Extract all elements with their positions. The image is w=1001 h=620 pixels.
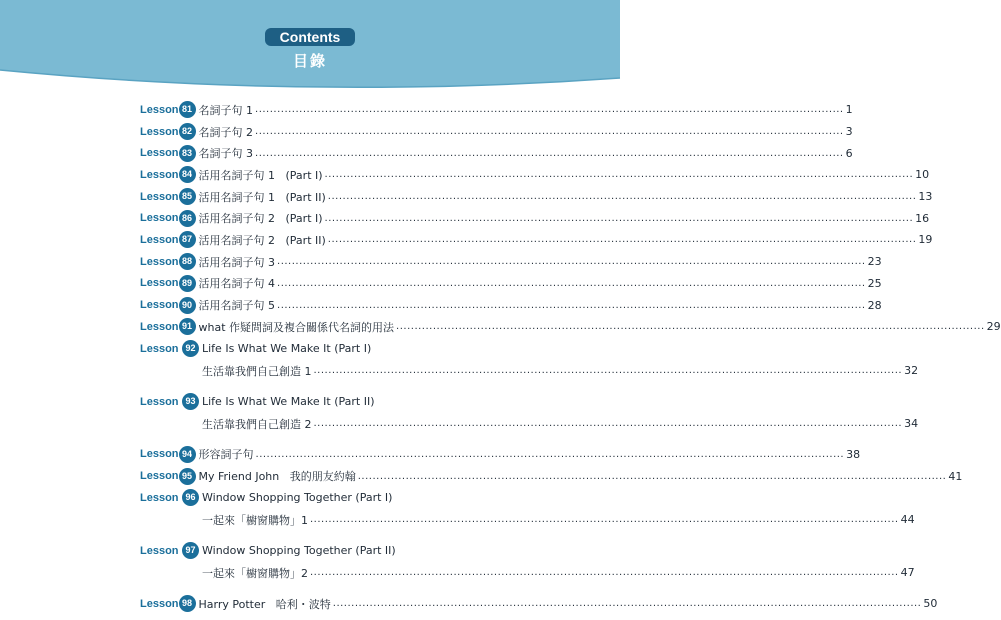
dot-leader: ................................................................................................................................................................ xyxy=(327,191,917,203)
toc-row[interactable] xyxy=(140,294,882,316)
toc-row[interactable] xyxy=(140,164,930,186)
page-number[interactable]: 50 xyxy=(923,597,938,611)
toc-entry[interactable] xyxy=(140,465,963,487)
dot-leader: ................................................................................................................................................................ xyxy=(277,256,866,268)
toc-entry[interactable] xyxy=(140,186,933,208)
lesson-label: Lesson xyxy=(140,320,179,333)
lesson-number-badge: 95 xyxy=(179,468,196,485)
lesson-number-badge: 89 xyxy=(179,275,196,292)
page-number[interactable]: 34 xyxy=(904,417,919,431)
lesson-title[interactable]: Life Is What We Make It (Part II) xyxy=(202,395,375,409)
dot-leader: ................................................................................................................................................................ xyxy=(332,598,922,610)
dot-leader: ................................................................................................................................................................ xyxy=(324,212,914,224)
toc-entry[interactable] xyxy=(140,391,919,435)
page-number[interactable]: 28 xyxy=(867,298,882,312)
lesson-label: Lesson xyxy=(140,233,179,246)
header-band xyxy=(0,0,620,92)
page-number[interactable]: 13 xyxy=(918,190,933,204)
toc-entry[interactable] xyxy=(140,229,933,251)
toc-entry[interactable] xyxy=(140,487,915,531)
lesson-label: Lesson xyxy=(140,448,179,461)
page-number[interactable]: 6 xyxy=(845,146,853,160)
page-number[interactable]: 25 xyxy=(867,276,882,290)
dot-leader: ................................................................................................................................................................ xyxy=(255,448,845,460)
dot-leader: ................................................................................................................................................................ xyxy=(327,234,917,246)
dot-leader: ................................................................................................................................................................ xyxy=(324,169,914,181)
dot-leader: ................................................................................................................................................................ xyxy=(313,418,903,430)
lesson-subtitle[interactable]: 一起來「櫥窗購物」1 xyxy=(202,513,308,527)
toc-entry[interactable] xyxy=(140,294,882,316)
dot-leader: ................................................................................................................................................................ xyxy=(313,365,903,377)
lesson-number-badge: 90 xyxy=(179,297,196,314)
contents-heading: Contents xyxy=(265,28,355,46)
toc-row[interactable] xyxy=(140,229,933,251)
lesson-title[interactable]: 名詞子句 3 xyxy=(198,147,254,161)
lesson-number-badge: 85 xyxy=(179,188,196,205)
dot-leader: ................................................................................................................................................................ xyxy=(310,514,899,526)
lesson-title[interactable]: Life Is What We Make It (Part I) xyxy=(202,342,372,356)
lesson-label: Lesson xyxy=(140,190,179,203)
lesson-label: Lesson xyxy=(140,168,179,181)
toc-entry[interactable] xyxy=(140,338,919,382)
lesson-number-badge: 96 xyxy=(182,489,199,506)
lesson-number-badge: 91 xyxy=(179,318,196,335)
lesson-label: Lesson xyxy=(140,470,179,483)
toc-entry[interactable] xyxy=(140,142,853,164)
lesson-number-badge: 84 xyxy=(179,166,196,183)
lesson-number-badge: 86 xyxy=(179,210,196,227)
lesson-label: Lesson xyxy=(140,277,179,290)
page-number[interactable]: 41 xyxy=(948,469,963,483)
lesson-label: Lesson xyxy=(140,544,179,557)
page-number[interactable]: 23 xyxy=(867,255,882,269)
lesson-title[interactable]: 活用名詞子句 4 xyxy=(198,277,276,291)
lesson-title[interactable]: Window Shopping Together (Part II) xyxy=(202,544,396,558)
toc-row[interactable] xyxy=(140,99,853,121)
toc-entry[interactable] xyxy=(140,273,882,295)
lesson-title[interactable]: Harry Potter 哈利・波特 xyxy=(198,597,331,611)
lesson-title[interactable]: 名詞子句 1 xyxy=(198,103,254,117)
page-number[interactable]: 3 xyxy=(845,125,853,139)
dot-leader: ................................................................................................................................................................ xyxy=(396,321,985,333)
dot-leader: ................................................................................................................................................................ xyxy=(255,104,844,116)
page-title: 目錄 xyxy=(292,52,327,70)
toc-row[interactable] xyxy=(140,121,853,143)
toc-entry[interactable] xyxy=(140,99,853,121)
lesson-title[interactable]: 名詞子句 2 xyxy=(198,125,254,139)
toc-row[interactable] xyxy=(140,540,483,562)
dot-leader: ................................................................................................................................................................ xyxy=(255,126,844,138)
toc-entry[interactable] xyxy=(140,540,915,584)
lesson-label: Lesson xyxy=(140,255,179,268)
toc-entry[interactable] xyxy=(140,316,1001,338)
lesson-label: Lesson xyxy=(140,597,179,610)
page-number[interactable]: 38 xyxy=(846,447,861,461)
toc-row[interactable] xyxy=(140,444,861,466)
toc-row[interactable] xyxy=(140,593,938,615)
lesson-title[interactable]: 活用名詞子句 2 (Part I) xyxy=(198,212,323,226)
dot-leader: ................................................................................................................................................................ xyxy=(277,277,866,289)
lesson-number-badge: 97 xyxy=(182,542,199,559)
lesson-label: Lesson xyxy=(140,147,179,160)
lesson-title[interactable]: 活用名詞子句 3 xyxy=(198,255,276,269)
lesson-label: Lesson xyxy=(140,342,179,355)
toc-row[interactable] xyxy=(140,142,853,164)
lesson-number-badge: 92 xyxy=(182,340,199,357)
toc-entry[interactable] xyxy=(140,164,930,186)
dot-leader: ................................................................................................................................................................ xyxy=(255,147,844,159)
toc-row[interactable] xyxy=(140,316,1001,338)
toc-entry[interactable] xyxy=(140,593,938,615)
lesson-title[interactable]: 活用名詞子句 1 (Part I) xyxy=(198,168,323,182)
lesson-number-badge: 81 xyxy=(179,101,196,118)
toc-row[interactable] xyxy=(140,487,483,509)
lesson-number-badge: 82 xyxy=(179,123,196,140)
lesson-title[interactable]: 活用名詞子句 2 (Part II) xyxy=(198,233,326,247)
dot-leader: ................................................................................................................................................................ xyxy=(310,567,899,579)
table-of-contents xyxy=(140,99,1001,615)
lesson-label: Lesson xyxy=(140,125,179,138)
dot-leader: ................................................................................................................................................................ xyxy=(357,470,947,482)
lesson-number-badge: 98 xyxy=(179,595,196,612)
lesson-number-badge: 83 xyxy=(179,145,196,162)
lesson-label: Lesson xyxy=(140,212,179,225)
toc-entry[interactable] xyxy=(140,251,882,273)
page-number[interactable]: 10 xyxy=(915,168,930,182)
lesson-label: Lesson xyxy=(140,103,179,116)
page-number[interactable]: 16 xyxy=(915,211,930,225)
toc-row[interactable] xyxy=(140,391,483,413)
lesson-title[interactable]: Window Shopping Together (Part I) xyxy=(202,491,393,505)
page-number[interactable]: 47 xyxy=(900,566,915,580)
dot-leader: ................................................................................................................................................................ xyxy=(277,299,866,311)
lesson-subtitle[interactable]: 生活靠我們自己創造 1 xyxy=(202,364,312,378)
toc-subrow[interactable] xyxy=(140,509,915,531)
lesson-title[interactable]: what 作疑問詞及複合關係代名詞的用法 xyxy=(198,320,395,334)
toc-entry[interactable] xyxy=(140,121,853,143)
page-number[interactable]: 32 xyxy=(904,364,919,378)
lesson-title[interactable]: My Friend John 我的朋友約翰 xyxy=(198,470,356,484)
toc-subrow[interactable] xyxy=(140,413,919,435)
page-number[interactable]: 29 xyxy=(986,320,1001,334)
lesson-subtitle[interactable]: 一起來「櫥窗購物」2 xyxy=(202,566,308,580)
lesson-number-badge: 94 xyxy=(179,446,196,463)
header-wave-shape xyxy=(0,0,620,92)
lesson-number-badge: 88 xyxy=(179,253,196,270)
toc-row[interactable] xyxy=(140,465,963,487)
toc-row[interactable] xyxy=(140,338,483,360)
toc-entry[interactable] xyxy=(140,444,861,466)
lesson-title[interactable]: 活用名詞子句 5 xyxy=(198,299,276,313)
lesson-number-badge: 93 xyxy=(182,393,199,410)
toc-subrow[interactable] xyxy=(140,562,915,584)
toc-row[interactable] xyxy=(140,251,882,273)
lesson-label: Lesson xyxy=(140,299,179,312)
toc-row[interactable] xyxy=(140,207,930,229)
lesson-number-badge: 87 xyxy=(179,231,196,248)
page-number[interactable]: 19 xyxy=(918,233,933,247)
page-number[interactable]: 44 xyxy=(900,513,915,527)
lesson-title[interactable]: 活用名詞子句 1 (Part II) xyxy=(198,190,326,204)
lesson-label: Lesson xyxy=(140,395,179,408)
lesson-title[interactable]: 形容詞子句 xyxy=(198,448,254,462)
lesson-label: Lesson xyxy=(140,491,179,504)
toc-row[interactable] xyxy=(140,273,882,295)
lesson-subtitle[interactable]: 生活靠我們自己創造 2 xyxy=(202,417,312,431)
toc-subrow[interactable] xyxy=(140,360,919,382)
page-number[interactable]: 1 xyxy=(845,103,853,117)
toc-row[interactable] xyxy=(140,186,933,208)
toc-entry[interactable] xyxy=(140,207,930,229)
